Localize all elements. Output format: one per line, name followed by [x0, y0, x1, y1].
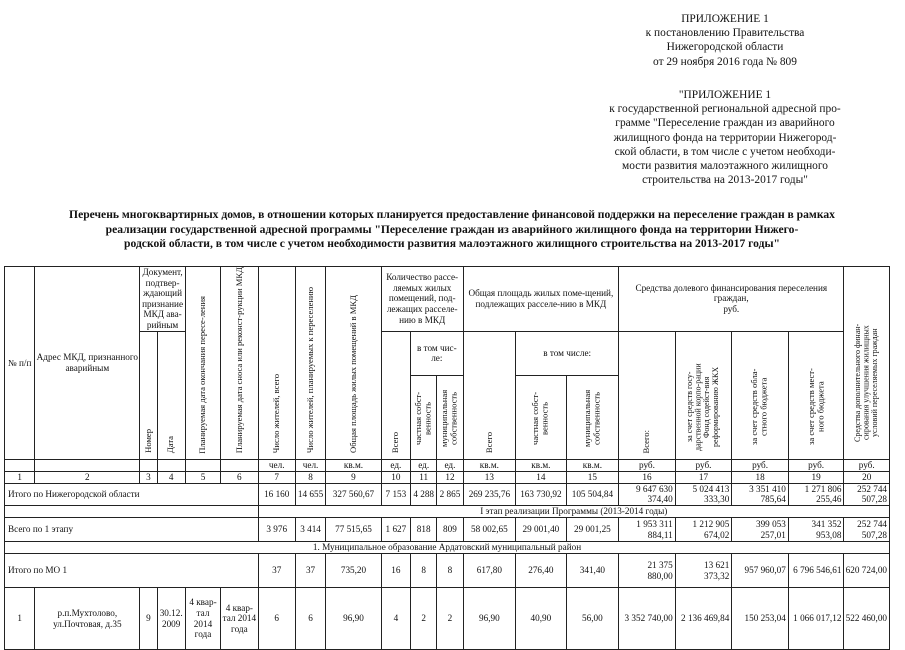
- header-funds-fund: [675, 331, 732, 459]
- section-spacer: [5, 506, 259, 518]
- cell-funds-local: 1 271 806 255,46: [788, 483, 844, 505]
- header-funds-regional-text: за счет средств обла-стного бюджета: [749, 369, 770, 446]
- cell-premises-private: 2: [411, 588, 437, 650]
- cell-funds-fund: 2 136 469,84: [675, 588, 732, 650]
- unit-cell: [35, 459, 140, 471]
- table-row-mo-total: [5, 554, 890, 588]
- document-title-line: родской области, в том числе с учетом необходимости развития малоэтажного жилищного строительства на 2013-2017 годы": [124, 237, 780, 251]
- header-funds: [619, 267, 844, 332]
- header-area-private: [516, 375, 567, 459]
- header-residents-total-text: Число жителей, всего: [270, 374, 281, 454]
- cell-area-private: 276,40: [516, 554, 567, 588]
- header-total-area: [326, 267, 382, 460]
- table-row-region-total: [5, 483, 890, 505]
- column-number: 9: [326, 471, 382, 483]
- cell-funds-local: 6 796 546,61: [788, 554, 844, 588]
- row-label: Итого по Нижегородской области: [5, 483, 259, 505]
- document-title-line: Перечень многоквартирных домов, в отношении которых планируется предоставление финансовой поддержки на переселение граждан в рамках: [69, 208, 835, 221]
- header-premises-municipal-text: муниципальная собственность: [439, 389, 459, 447]
- column-number: 15: [566, 471, 619, 483]
- cell-funds-local: 341 352 953,08: [788, 518, 844, 542]
- header-num: № п/п: [5, 267, 35, 460]
- unit-cell: руб.: [844, 459, 890, 471]
- column-number: 14: [516, 471, 567, 483]
- header-doc-number: [140, 331, 157, 459]
- unit-cell: ед.: [381, 459, 410, 471]
- cell-area-private: 163 730,92: [516, 483, 567, 505]
- appendix-2-block: [560, 88, 890, 187]
- appendix-2-line: грамме "Переселение граждан из аварийного: [615, 117, 835, 130]
- cell-funds-total: 9 647 630 374,40: [619, 483, 676, 505]
- row-label: Всего по 1 этапу: [5, 518, 259, 542]
- cell-premises-total: 7 153: [381, 483, 410, 505]
- column-number: 18: [732, 471, 789, 483]
- cell-total-area: 327 560,67: [326, 483, 382, 505]
- column-number: 1: [5, 471, 35, 483]
- unit-cell: руб.: [788, 459, 844, 471]
- cell-additional: 252 744 507,28: [844, 518, 890, 542]
- cell-total-area: 735,20: [326, 554, 382, 588]
- unit-cell: кв.м.: [566, 459, 619, 471]
- header-funds-regional: [732, 331, 789, 459]
- section-title: I этап реализации Программы (2013-2014 годы): [258, 506, 889, 518]
- header-premises-municipal: [437, 375, 463, 459]
- header-total-area-text: Общая площадь жилых помещений в МКД: [347, 295, 358, 454]
- header-planned-demolition: [221, 267, 258, 460]
- column-number: 13: [463, 471, 516, 483]
- header-area-municipal: [566, 375, 619, 459]
- column-number: 10: [381, 471, 410, 483]
- unit-cell: [140, 459, 157, 471]
- unit-cell: кв.м.: [516, 459, 567, 471]
- appendix-2-line: строительства на 2013-2017 годы": [642, 174, 808, 187]
- appendix-2-line: мости развития малоэтажного жилищного: [622, 160, 828, 173]
- unit-cell: руб.: [732, 459, 789, 471]
- column-number: 5: [185, 471, 220, 483]
- table-row: [5, 588, 890, 650]
- appendix-2-line: жилищного фонда на территории Нижегород-: [613, 131, 837, 144]
- header-area-to-resettle: Общая площадь жилых поме-щений, подлежащих расселе-нию в МКД: [463, 267, 619, 332]
- unit-cell: кв.м.: [463, 459, 516, 471]
- column-number: 4: [157, 471, 185, 483]
- unit-cell: чел.: [258, 459, 295, 471]
- header-planned-end: [185, 267, 220, 460]
- column-numbers-row: [5, 471, 890, 483]
- header-area-total-text: Всего: [483, 432, 494, 454]
- appendix-1-block: [560, 12, 890, 69]
- cell-total-area: 77 515,65: [326, 518, 382, 542]
- header-funds-unit: руб.: [723, 304, 740, 315]
- cell-premises-total: 1 627: [381, 518, 410, 542]
- header-premises-count: Количество рассе-ляемых жилых помещений, под-лежащих расселе-нию в МКД: [381, 267, 463, 332]
- unit-cell: ед.: [411, 459, 437, 471]
- table-row-mo-section: [5, 542, 890, 554]
- column-number: 16: [619, 471, 676, 483]
- cell-premises-total: 4: [381, 588, 410, 650]
- header-residents-planned-text: Число жителей, планируемых к переселению: [304, 287, 315, 454]
- cell-area-municipal: 341,40: [566, 554, 619, 588]
- header-address: Адрес МКД, признанного аварийным: [35, 267, 140, 460]
- header-doc-date-text: Дата: [165, 436, 176, 454]
- cell-funds-local: 1 066 017,12: [788, 588, 844, 650]
- header-additional: [844, 267, 890, 460]
- header-additional-text: Средства дополнительного финан-сирования улучшения жилищных условий переселяемых граждан: [852, 324, 879, 443]
- cell-residents-total: 16 160: [258, 483, 295, 505]
- cell-funds-fund: 1 212 905 674,02: [675, 518, 732, 542]
- cell-funds-total: 21 375 880,00: [619, 554, 676, 588]
- header-document: Документ, подтвер-ждающий признание МКД ава-рийным: [140, 267, 185, 332]
- unit-cell: [185, 459, 220, 471]
- header-doc-date: [157, 331, 185, 459]
- cell-area-municipal: 105 504,84: [566, 483, 619, 505]
- header-area-municipal-text: муниципальная собственность: [581, 389, 602, 447]
- header-funds-local: [788, 331, 844, 459]
- cell-premises-municipal: 2: [437, 588, 463, 650]
- cell-premises-private: 818: [411, 518, 437, 542]
- header-funds-total: [619, 331, 676, 459]
- cell-premises-total: 16: [381, 554, 410, 588]
- header-planned-end-text: Планируемая дата окончания пересе-ления: [197, 295, 208, 454]
- header-funds-fund-text: за счет средств госу-дарственной корпо-рации Фонд содейст-вия реформированию ЖКХ: [685, 363, 721, 452]
- table-row-stage-section: [5, 506, 890, 518]
- cell-funds-regional: 399 053 257,01: [732, 518, 789, 542]
- cell-funds-regional: 150 253,04: [732, 588, 789, 650]
- cell-additional: 252 744 507,28: [844, 483, 890, 505]
- cell-num: 1: [5, 588, 35, 650]
- column-number: 3: [140, 471, 157, 483]
- header-area-private-text: частная собст-венность: [530, 391, 550, 445]
- cell-doc-date: 30.12. 2009: [157, 588, 185, 650]
- appendix-2-line: к государственной региональной адресной про-: [609, 103, 841, 116]
- column-number: 2: [35, 471, 140, 483]
- section-title: 1. Муниципальное образование Ардатовский муниципальный район: [5, 542, 890, 554]
- appendix-1-line: к постановлению Правительства: [645, 27, 805, 40]
- table-row-stage-total: [5, 518, 890, 542]
- appendix-2-line: ской области, в том числе с учетом необходи-: [614, 145, 836, 158]
- cell-area-total: 269 235,76: [463, 483, 516, 505]
- cell-area-private: 29 001,40: [516, 518, 567, 542]
- cell-funds-total: 1 953 311 884,11: [619, 518, 676, 542]
- column-number: 12: [437, 471, 463, 483]
- cell-funds-total: 3 352 740,00: [619, 588, 676, 650]
- unit-cell: руб.: [675, 459, 732, 471]
- header-funds-title: Средства долевого финансирования переселения граждан,: [635, 282, 828, 304]
- cell-total-area: 96,90: [326, 588, 382, 650]
- header-premises-total-text: Всего: [390, 432, 401, 454]
- column-number: 7: [258, 471, 295, 483]
- column-number: 20: [844, 471, 890, 483]
- cell-residents-planned: 14 655: [295, 483, 325, 505]
- column-number: 8: [295, 471, 325, 483]
- column-number: 17: [675, 471, 732, 483]
- cell-area-total: 96,90: [463, 588, 516, 650]
- cell-funds-regional: 957 960,07: [732, 554, 789, 588]
- unit-cell: [157, 459, 185, 471]
- appendix-1-title: ПРИЛОЖЕНИЕ 1: [681, 13, 769, 25]
- cell-residents-total: 6: [258, 588, 295, 650]
- cell-area-total: 58 002,65: [463, 518, 516, 542]
- column-number: 11: [411, 471, 437, 483]
- unit-cell: ед.: [437, 459, 463, 471]
- cell-residents-planned: 6: [295, 588, 325, 650]
- cell-premises-municipal: 809: [437, 518, 463, 542]
- header-including-2: в том числе:: [516, 331, 619, 375]
- cell-doc-number: 9: [140, 588, 157, 650]
- cell-area-private: 40,90: [516, 588, 567, 650]
- header-residents-total: [258, 267, 295, 460]
- appendix-2-title: "ПРИЛОЖЕНИЕ 1: [678, 89, 772, 101]
- header-planned-demolition-text: Планируемая дата сноса или реконст-рукции МКД: [233, 267, 244, 454]
- cell-funds-fund: 13 621 373,32: [675, 554, 732, 588]
- cell-funds-regional: 3 351 410 785,64: [732, 483, 789, 505]
- cell-premises-municipal: 2 865: [437, 483, 463, 505]
- unit-cell: кв.м.: [326, 459, 382, 471]
- cell-premises-private: 4 288: [411, 483, 437, 505]
- cell-address: р.п.Мухтолово, ул.Почтовая, д.35: [35, 588, 140, 650]
- unit-cell: [221, 459, 258, 471]
- cell-additional: 522 460,00: [844, 588, 890, 650]
- header-premises-total: [381, 331, 410, 459]
- cell-residents-planned: 3 414: [295, 518, 325, 542]
- houses-table: [4, 266, 890, 650]
- units-row: [5, 459, 890, 471]
- header-funds-local-text: за счет средств мест-ного бюджета: [805, 368, 826, 446]
- cell-area-municipal: 29 001,25: [566, 518, 619, 542]
- appendix-1-line: от 29 ноября 2016 года № 809: [653, 55, 797, 68]
- header-doc-number-text: Номер: [142, 429, 153, 454]
- header-including: в том чис-ле:: [411, 331, 464, 375]
- cell-residents-total: 3 976: [258, 518, 295, 542]
- unit-cell: чел.: [295, 459, 325, 471]
- cell-planned-end: 4 квар-тал 2014 года: [185, 588, 220, 650]
- header-funds-total-text: Всего:: [641, 429, 652, 454]
- header-area-total: [463, 331, 516, 459]
- column-number: 19: [788, 471, 844, 483]
- unit-cell: [5, 459, 35, 471]
- column-number: 6: [221, 471, 258, 483]
- unit-cell: руб.: [619, 459, 676, 471]
- cell-premises-municipal: 8: [437, 554, 463, 588]
- header-premises-private-text: частная собст-венность: [413, 391, 433, 445]
- cell-area-municipal: 56,00: [566, 588, 619, 650]
- cell-premises-private: 8: [411, 554, 437, 588]
- document-title-line: реализации государственной адресной программы "Переселение граждан из аварийного жилищного фонда на территории Нижего-: [105, 222, 799, 236]
- cell-area-total: 617,80: [463, 554, 516, 588]
- cell-funds-fund: 5 024 413 333,30: [675, 483, 732, 505]
- header-premises-private: [411, 375, 437, 459]
- cell-planned-demolition: 4 квар-тал 2014 года: [221, 588, 258, 650]
- header-residents-planned: [295, 267, 325, 460]
- cell-residents-total: 37: [258, 554, 295, 588]
- appendix-1-line: Нижегородской области: [666, 41, 784, 54]
- cell-residents-planned: 37: [295, 554, 325, 588]
- row-label: Итого по МО 1: [5, 554, 259, 588]
- cell-additional: 620 724,00: [844, 554, 890, 588]
- document-title: [12, 208, 892, 252]
